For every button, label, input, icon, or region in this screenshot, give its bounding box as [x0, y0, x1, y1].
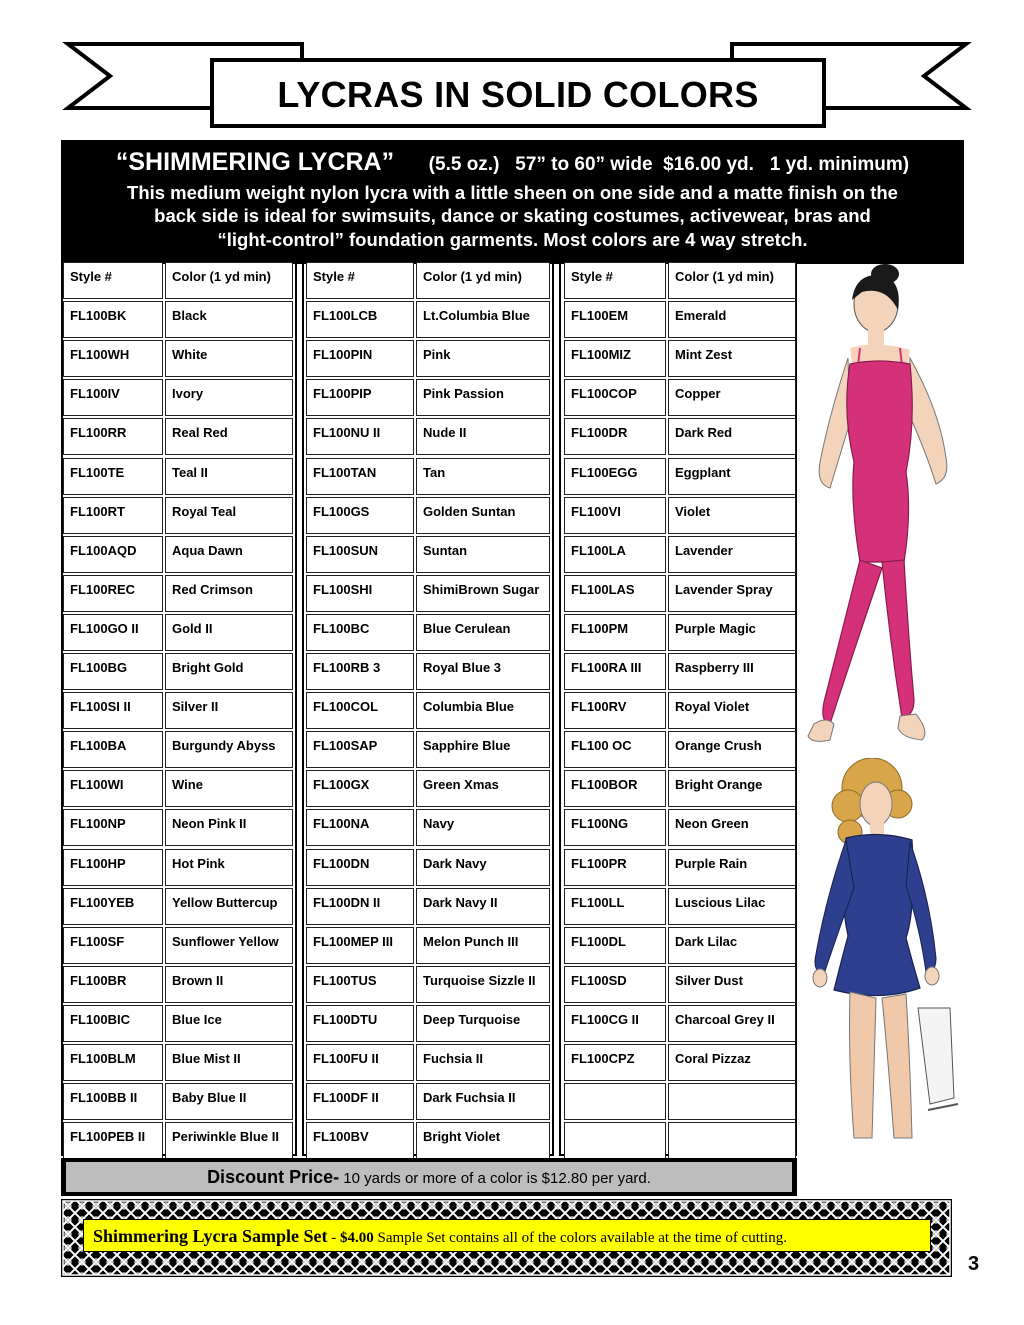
color-name-cell: Dark Fuchsia II	[416, 1083, 550, 1120]
style-code-cell: FL100LA	[564, 536, 666, 573]
color-name-cell: Navy	[416, 809, 550, 846]
product-name: “SHIMMERING LYCRA”	[115, 148, 395, 176]
style-code-cell: FL100COP	[564, 379, 666, 416]
pink-unitard-illustration	[790, 262, 990, 752]
color-name-cell: Aqua Dawn	[165, 536, 293, 573]
color-name-cell: Eggplant	[668, 458, 796, 495]
style-code-cell: FL100CPZ	[564, 1044, 666, 1081]
style-header: Style #	[564, 262, 666, 299]
product-header	[61, 140, 964, 264]
color-name-cell: Green Xmas	[416, 770, 550, 807]
page-number: 3	[968, 1253, 980, 1275]
color-name-cell: Mint Zest	[668, 340, 796, 377]
page-title: LYCRAS IN SOLID COLORS	[277, 74, 759, 115]
style-code-cell: FL100 OC	[564, 731, 666, 768]
style-code-cell: FL100WI	[63, 770, 163, 807]
color-name-cell: Red Crimson	[165, 575, 293, 612]
color-header: Color (1 yd min)	[165, 262, 293, 299]
style-code-cell: FL100RV	[564, 692, 666, 729]
fabric-width: 57” to 60” wide	[515, 154, 653, 175]
style-code-cell: FL100GS	[306, 497, 414, 534]
color-name-cell: Teal II	[165, 458, 293, 495]
color-name-cell: Melon Punch III	[416, 927, 550, 964]
style-code-cell: FL100RR	[63, 418, 163, 455]
style-code-cell: FL100NU II	[306, 418, 414, 455]
color-name-cell	[668, 1083, 796, 1120]
table-column-divider	[552, 264, 561, 1156]
style-code-cell: FL100GO II	[63, 614, 163, 651]
style-code-cell: FL100NP	[63, 809, 163, 846]
style-code-cell: FL100NA	[306, 809, 414, 846]
style-code-cell: FL100CG II	[564, 1005, 666, 1042]
description-line-2: back side is ideal for swimsuits, dance or skating costumes, activewear, bras and	[154, 205, 871, 226]
style-code-cell: FL100DN	[306, 849, 414, 886]
color-name-cell: Wine	[165, 770, 293, 807]
style-code-cell: FL100RT	[63, 497, 163, 534]
sample-set-text: Sample Set contains all of the colors available at the time of cutting.	[373, 1230, 787, 1246]
style-code-cell: FL100EGG	[564, 458, 666, 495]
discount-bar	[61, 1158, 797, 1196]
style-code-cell: FL100NG	[564, 809, 666, 846]
style-code-cell: FL100LAS	[564, 575, 666, 612]
style-code-cell: FL100RA III	[564, 653, 666, 690]
style-code-cell: FL100SD	[564, 966, 666, 1003]
style-code-cell: FL100TE	[63, 458, 163, 495]
style-code-cell: FL100SUN	[306, 536, 414, 573]
style-code-cell: FL100PR	[564, 849, 666, 886]
style-code-cell: FL100BC	[306, 614, 414, 651]
style-code-cell: FL100BA	[63, 731, 163, 768]
color-name-cell: Sapphire Blue	[416, 731, 550, 768]
style-code-cell: FL100PEB II	[63, 1122, 163, 1159]
color-name-cell: White	[165, 340, 293, 377]
style-code-cell: FL100BOR	[564, 770, 666, 807]
style-code-cell: FL100DTU	[306, 1005, 414, 1042]
style-code-cell: FL100BLM	[63, 1044, 163, 1081]
color-name-cell: Hot Pink	[165, 849, 293, 886]
discount-text: 10 yards or more of a color is $12.80 per yard.	[339, 1170, 651, 1187]
color-name-cell: Bright Gold	[165, 653, 293, 690]
style-code-cell: FL100WH	[63, 340, 163, 377]
style-code-cell: FL100COL	[306, 692, 414, 729]
color-name-cell: Royal Violet	[668, 692, 796, 729]
style-code-cell: FL100SHI	[306, 575, 414, 612]
color-name-cell: Neon Green	[668, 809, 796, 846]
style-code-cell: FL100EM	[564, 301, 666, 338]
color-name-cell: Brown II	[165, 966, 293, 1003]
fabric-minimum: 1 yd. minimum)	[769, 154, 910, 175]
color-name-cell: Purple Magic	[668, 614, 796, 651]
style-code-cell: FL100SI II	[63, 692, 163, 729]
style-code-cell: FL100DN II	[306, 888, 414, 925]
style-code-cell: FL100DL	[564, 927, 666, 964]
fabric-price: $16.00 yd.	[663, 154, 754, 175]
color-name-cell: Raspberry III	[668, 653, 796, 690]
color-name-cell: Fuchsia II	[416, 1044, 550, 1081]
color-name-cell: Black	[165, 301, 293, 338]
style-code-cell: FL100TAN	[306, 458, 414, 495]
color-name-cell: Copper	[668, 379, 796, 416]
style-code-cell: FL100HP	[63, 849, 163, 886]
color-name-cell: Deep Turquoise	[416, 1005, 550, 1042]
color-name-cell: Blue Mist II	[165, 1044, 293, 1081]
color-name-cell: Lavender Spray	[668, 575, 796, 612]
style-code-cell: FL100MEP III	[306, 927, 414, 964]
style-code-cell: FL100SAP	[306, 731, 414, 768]
color-name-cell: Charcoal Grey II	[668, 1005, 796, 1042]
style-code-cell: FL100VI	[564, 497, 666, 534]
color-name-cell: Periwinkle Blue II	[165, 1122, 293, 1159]
style-code-cell: FL100BB II	[63, 1083, 163, 1120]
color-name-cell: Purple Rain	[668, 849, 796, 886]
color-header: Color (1 yd min)	[416, 262, 550, 299]
product-summary-line	[61, 148, 964, 177]
sample-set-title: Shimmering Lycra Sample Set	[93, 1226, 328, 1246]
discount-label: Discount Price-	[207, 1167, 340, 1187]
color-name-cell: Violet	[668, 497, 796, 534]
style-code-cell: FL100GX	[306, 770, 414, 807]
color-name-cell: Pink Passion	[416, 379, 550, 416]
discount-box	[66, 1162, 792, 1192]
style-header: Style #	[306, 262, 414, 299]
color-name-cell: Dark Red	[668, 418, 796, 455]
color-name-cell: Nude II	[416, 418, 550, 455]
color-name-cell: Royal Teal	[165, 497, 293, 534]
style-code-cell: FL100BR	[63, 966, 163, 1003]
color-name-cell: Turquoise Sizzle II	[416, 966, 550, 1003]
color-name-cell: Coral Pizzaz	[668, 1044, 796, 1081]
blue-skating-dress-illustration	[790, 758, 990, 1158]
style-code-cell: FL100IV	[63, 379, 163, 416]
color-name-cell: Baby Blue II	[165, 1083, 293, 1120]
color-name-cell: Blue Cerulean	[416, 614, 550, 651]
color-name-cell: Royal Blue 3	[416, 653, 550, 690]
color-name-cell: Dark Navy II	[416, 888, 550, 925]
style-header: Style #	[63, 262, 163, 299]
style-code-cell: FL100PM	[564, 614, 666, 651]
style-code-cell	[564, 1122, 666, 1159]
style-code-cell: FL100BG	[63, 653, 163, 690]
color-name-cell: Bright Orange	[668, 770, 796, 807]
sample-set-price: $4.00	[340, 1230, 374, 1246]
color-name-cell: Orange Crush	[668, 731, 796, 768]
table-column-divider	[295, 264, 304, 1156]
sample-set-bar	[61, 1199, 952, 1277]
color-name-cell: Ivory	[165, 379, 293, 416]
style-code-cell: FL100PIN	[306, 340, 414, 377]
style-code-cell: FL100YEB	[63, 888, 163, 925]
style-code-cell: FL100BIC	[63, 1005, 163, 1042]
description-line-1: This medium weight nylon lycra with a little sheen on one side and a matte finish on the	[127, 182, 898, 203]
color-name-cell: Pink	[416, 340, 550, 377]
style-code-cell: FL100AQD	[63, 536, 163, 573]
description-line-3: “light-control” foundation garments. Most colors are 4 way stretch.	[217, 229, 808, 250]
color-name-cell: Dark Lilac	[668, 927, 796, 964]
color-name-cell: Emerald	[668, 301, 796, 338]
color-name-cell: Yellow Buttercup	[165, 888, 293, 925]
sample-set-separator: -	[327, 1230, 340, 1246]
color-name-cell: Lt.Columbia Blue	[416, 301, 550, 338]
color-name-cell: Golden Suntan	[416, 497, 550, 534]
color-name-cell: Silver II	[165, 692, 293, 729]
style-code-cell: FL100REC	[63, 575, 163, 612]
color-name-cell: Tan	[416, 458, 550, 495]
color-header: Color (1 yd min)	[668, 262, 796, 299]
color-name-cell: Sunflower Yellow	[165, 927, 293, 964]
style-code-cell	[564, 1083, 666, 1120]
color-name-cell: Neon Pink II	[165, 809, 293, 846]
style-code-cell: FL100FU II	[306, 1044, 414, 1081]
style-code-cell: FL100BV	[306, 1122, 414, 1159]
style-code-cell: FL100TUS	[306, 966, 414, 1003]
color-name-cell: Gold II	[165, 614, 293, 651]
color-name-cell: Bright Violet	[416, 1122, 550, 1159]
color-name-cell: ShimiBrown Sugar	[416, 575, 550, 612]
style-code-cell: FL100PIP	[306, 379, 414, 416]
style-code-cell: FL100LL	[564, 888, 666, 925]
style-code-cell: FL100MIZ	[564, 340, 666, 377]
style-code-cell: FL100RB 3	[306, 653, 414, 690]
color-name-cell: Blue Ice	[165, 1005, 293, 1042]
color-name-cell: Dark Navy	[416, 849, 550, 886]
color-name-cell: Burgundy Abyss	[165, 731, 293, 768]
style-code-cell: FL100SF	[63, 927, 163, 964]
style-code-cell: FL100LCB	[306, 301, 414, 338]
style-code-cell: FL100BK	[63, 301, 163, 338]
color-name-cell	[668, 1122, 796, 1159]
style-code-cell: FL100DR	[564, 418, 666, 455]
color-name-cell: Columbia Blue	[416, 692, 550, 729]
color-name-cell: Real Red	[165, 418, 293, 455]
color-name-cell: Luscious Lilac	[668, 888, 796, 925]
style-code-cell: FL100DF II	[306, 1083, 414, 1120]
color-name-cell: Lavender	[668, 536, 796, 573]
fabric-weight: (5.5 oz.)	[428, 154, 500, 175]
color-name-cell: Suntan	[416, 536, 550, 573]
color-name-cell: Silver Dust	[668, 966, 796, 1003]
sample-set-box	[83, 1219, 931, 1252]
